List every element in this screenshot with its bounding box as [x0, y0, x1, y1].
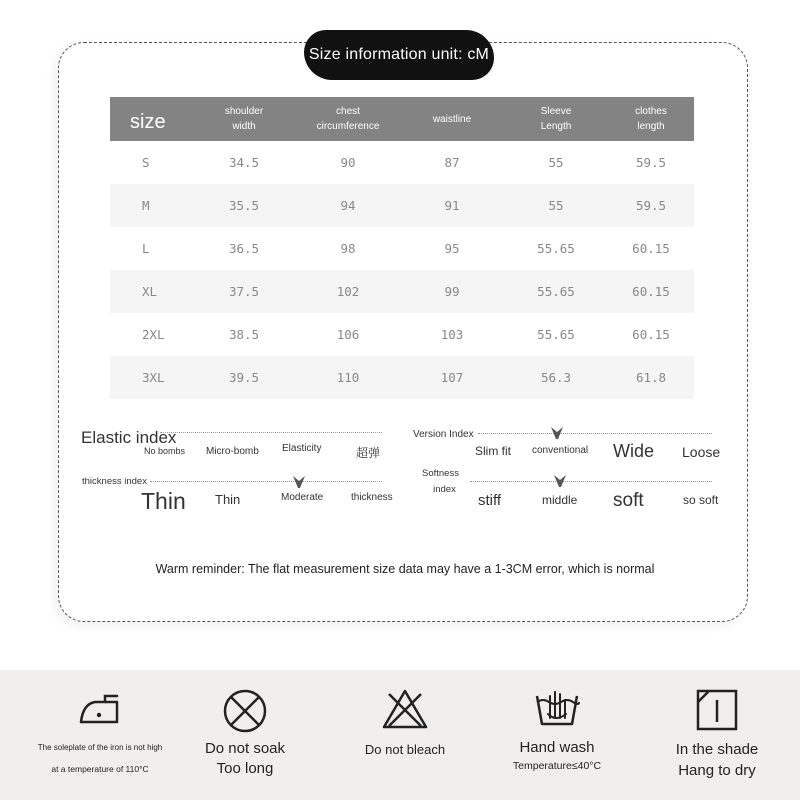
table-cell: 59.5	[635, 155, 667, 170]
thickness-option: Thin	[215, 492, 241, 507]
table-cell: 56.3	[504, 356, 608, 399]
version-index-line	[478, 433, 712, 434]
thickness-index-line	[150, 481, 382, 482]
table-cell: 94	[296, 184, 400, 227]
thickness-option: thickness	[351, 492, 393, 503]
care-item-soak	[165, 670, 325, 800]
table-row	[110, 184, 694, 227]
thickness-index-label: thickness index	[82, 476, 147, 487]
softness-index-line	[470, 481, 712, 482]
table-cell: 38.5	[228, 327, 260, 342]
softness-marker-icon	[553, 474, 567, 488]
version-option-selected: conventional	[532, 445, 589, 456]
table-cell: 103	[440, 327, 464, 342]
table-cell: 102	[296, 270, 400, 313]
softness-option: stiff	[478, 492, 502, 509]
care-text: In the shade	[675, 741, 759, 758]
table-cell: 37.5	[192, 270, 296, 313]
care-text: Hang to dry	[678, 762, 756, 779]
table-cell: M	[110, 184, 192, 227]
table-cell: 55	[504, 184, 608, 227]
elastic-index-line	[160, 432, 382, 433]
table-row	[110, 141, 694, 184]
elastic-index-label: Elastic index	[81, 428, 177, 447]
table-cell: 90	[340, 155, 356, 170]
header-size: size	[110, 97, 192, 141]
table-cell: 59.5	[608, 184, 694, 227]
elastic-option-selected: Elasticity	[282, 443, 322, 454]
table-cell: XL	[110, 270, 192, 313]
thickness-option: Thin	[141, 488, 186, 514]
softness-option: soft	[613, 490, 644, 511]
thickness-option-selected: Moderate	[281, 492, 324, 503]
version-option: Loose	[682, 444, 721, 460]
table-cell: 55	[548, 155, 564, 170]
table-cell: 98	[340, 241, 356, 256]
table-cell: 91	[400, 184, 504, 227]
version-option: Slim fit	[475, 444, 511, 458]
table-cell: 95	[444, 241, 460, 256]
table-cell: 2XL	[142, 327, 165, 342]
care-item-bleach	[325, 670, 485, 800]
softness-index-label: Softness index	[422, 468, 459, 495]
table-cell: S	[142, 155, 150, 170]
softness-option: so soft	[683, 493, 719, 507]
header-waistline: waistline	[400, 97, 504, 141]
table-row	[110, 227, 694, 270]
table-cell: 99	[400, 270, 504, 313]
table-row	[110, 313, 694, 356]
table-cell: 60.15	[608, 270, 694, 313]
care-text: Do not soak	[204, 740, 286, 757]
version-index-label: Version Index	[413, 429, 474, 440]
table-cell: 60.15	[632, 327, 670, 342]
size-info-title: Size information unit: cM	[304, 30, 494, 80]
care-text: Hand wash	[519, 739, 595, 756]
table-cell: L	[142, 241, 150, 256]
table-cell: 55.65	[504, 270, 608, 313]
care-item-shade-dry	[637, 670, 797, 800]
elastic-option: 超弹	[356, 446, 381, 460]
table-header-row	[110, 97, 694, 141]
softness-option-selected: middle	[542, 493, 578, 507]
table-cell: 106	[336, 327, 360, 342]
version-marker-icon	[550, 426, 564, 440]
header-sleeve-length: Sleeve Length	[504, 97, 608, 141]
iron-low-icon	[77, 688, 123, 728]
care-item-hand-wash	[477, 670, 637, 800]
hand-wash-icon	[534, 688, 580, 728]
care-text: Too long	[216, 760, 274, 777]
version-option: Wide	[613, 441, 655, 461]
table-cell: 39.5	[192, 356, 296, 399]
table-cell: 87	[444, 155, 460, 170]
table-cell: 61.8	[608, 356, 694, 399]
table-row	[110, 270, 694, 313]
header-clothes-length: clothes length	[608, 97, 694, 141]
dry-in-shade-icon	[695, 688, 739, 732]
care-instructions	[0, 670, 800, 800]
warm-reminder: Warm reminder: The flat measurement size data may have a 1-3CM error, which is normal	[155, 562, 655, 576]
care-text: The soleplate of the iron is not high	[37, 743, 163, 752]
care-text: at a temperature of 110°C	[51, 764, 149, 774]
table-cell: 60.15	[632, 241, 670, 256]
table-cell: 110	[296, 356, 400, 399]
table-cell: 34.5	[228, 155, 260, 170]
table-cell: 107	[400, 356, 504, 399]
care-item-iron	[20, 670, 180, 800]
table-cell: 55.65	[537, 241, 575, 256]
do-not-soak-icon	[222, 688, 268, 734]
do-not-bleach-icon	[381, 688, 429, 730]
table-cell: 55.65	[537, 327, 575, 342]
care-text: Temperature≤40°C	[512, 760, 602, 772]
table-cell: 35.5	[192, 184, 296, 227]
size-table	[110, 97, 694, 399]
thickness-marker-icon	[292, 475, 306, 489]
elastic-option: Micro-bomb	[206, 446, 259, 457]
table-cell: 36.5	[228, 241, 260, 256]
elastic-option: No bombs	[144, 446, 186, 456]
table-cell: 3XL	[110, 356, 192, 399]
header-shoulder-width: shoulder width	[192, 97, 296, 141]
header-chest-circumference: chest circumference	[296, 97, 400, 141]
table-row	[110, 356, 694, 399]
care-text: Do not bleach	[364, 742, 446, 757]
